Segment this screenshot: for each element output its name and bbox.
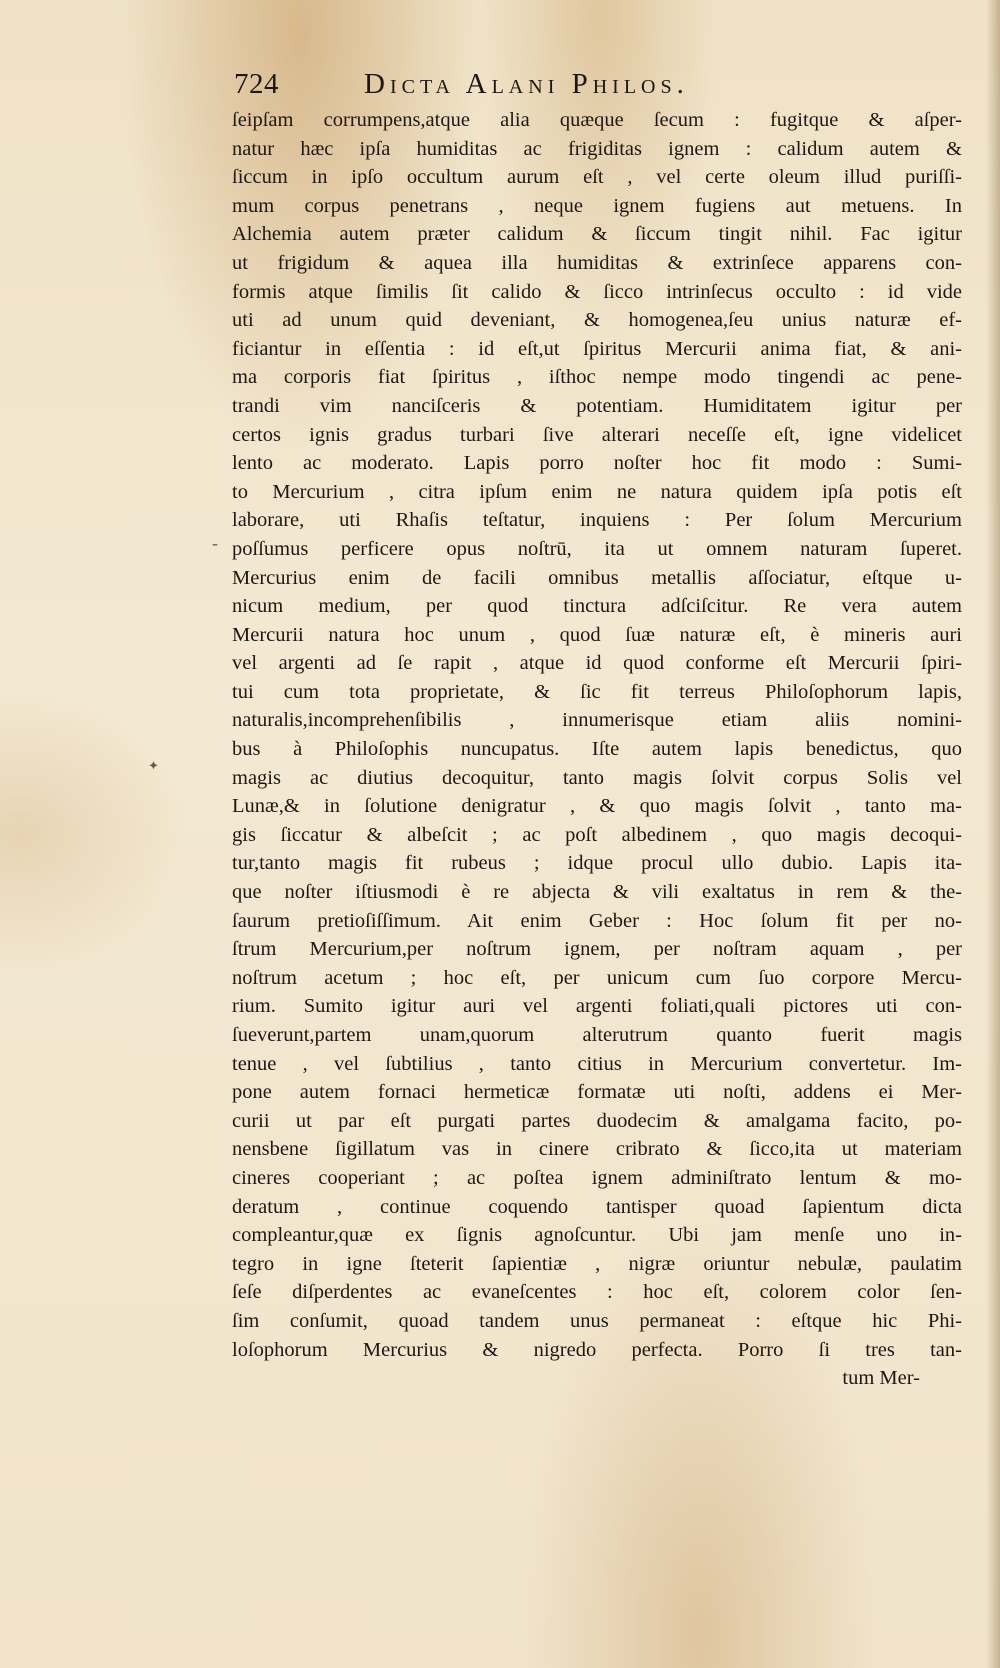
text-line: ſeipſam corrumpens,atque alia quæque ſecum : fugitque & aſper- [232,109,962,131]
text-line: Lunæ,& in ſolutione denigratur , & quo magis ſolvit , tanto ma- [232,795,962,818]
text-line: formis atque ſimilis ſit calido & ſicco intrinſecus occulto : id vide [232,280,962,303]
margin-star-mark: ✦ [148,758,159,773]
text-line: tui cum tota proprietate, & ſic fit terreus Philoſophorum lapis, [232,680,962,703]
text-line: ficiantur in eſſentia : id eſt,ut ſpiritus Mercurii anima fiat, & ani- [232,337,962,360]
text-line: tegro in igne ſteterit ſapientiæ , nigræ oriuntur nebulæ, paulatim [232,1252,962,1275]
text-line: ſiccum in ipſo occultum aurum eſt , vel certe oleum illud puriſſi- [232,166,962,189]
text-line: tur,tanto magis fit rubeus ; idque procul ullo dubio. Lapis ita- [232,852,962,875]
text-line: to Mercurium , citra ipſum enim ne natura quidem ipſa potis eſt [232,480,962,503]
text-line: mum corpus penetrans , neque ignem fugiens aut metuens. In [232,194,962,217]
text-line: ſtrum Mercurium,per noſtrum ignem, per noſtram aquam , per [232,938,962,961]
text-line: lento ac moderato. Lapis porro noſter hoc fit modo : Sumi- [232,452,962,475]
margin-dash-mark: - [212,533,218,553]
text-line: nensbene ſigillatum vas in cinere cribrato & ſicco,ita ut materiam [232,1138,962,1161]
text-line: bus à Philoſophis nuncupatus. Iſte autem lapis benedictus, quo [232,738,962,761]
running-head: Dicta Alani Philos. [364,68,689,100]
text-line: deratum , continue coquendo tantisper quoad ſapientum dicta [232,1195,962,1218]
text-line: tenue , vel ſubtilius , tanto citius in Mercurium convertetur. Im- [232,1052,962,1075]
page-edge-shadow [986,0,1000,1668]
text-line: certos ignis gradus turbari ſive alterari neceſſe eſt, igne videlicet [232,423,962,446]
text-line: uti ad unum quid deveniant, & homogenea,ſeu unius naturæ ef- [232,309,962,332]
text-line: naturalis,incomprehenſibilis , innumerisque etiam aliis nomini- [232,709,962,732]
text-line: Alchemia autem præter calidum & ſiccum tingit nihil. Fac igitur [232,223,962,246]
text-line: pone autem fornaci hermeticæ formatæ uti noſti, addens ei Mer- [232,1081,962,1104]
text-line: magis ac diutius decoquitur, tanto magis ſolvit corpus Solis vel [232,766,962,789]
text-line: ſaurum pretioſiſſimum. Ait enim Geber : Hoc ſolum fit per no- [232,909,962,932]
body-text [232,106,962,1393]
text-line: que noſter iſtiusmodi è re abjecta & vili exaltatus in rem & the- [232,881,962,904]
text-line: gis ſiccatur & albeſcit ; ac poſt albedinem , quo magis decoqui- [232,823,962,846]
text-line: Mercurius enim de facili omnibus metallis aſſociatur, eſtque u- [232,566,962,589]
text-line: rium. Sumito igitur auri vel argenti foliati,quali pictores uti con- [232,995,962,1018]
text-line: ſim conſumit, quoad tandem unus permaneat : eſtque hic Phi- [232,1309,962,1332]
text-line: laborare, uti Rhaſis teſtatur, inquiens : Per ſolum Mercurium [232,509,962,532]
text-line: nicum medium, per quod tinctura adſciſcitur. Re vera autem [232,595,962,618]
text-line: cineres cooperiant ; ac poſtea ignem adminiſtrato lentum & mo- [232,1166,962,1189]
text-line: loſophorum Mercurius & nigredo perfecta. Porro ſi tres tan- [232,1338,962,1361]
text-line: ma corporis fiat ſpiritus , iſthoc nempe modo tingendi ac pene- [232,366,962,389]
page-number: 724 [234,68,279,100]
page-header [234,66,814,106]
text-line: ut frigidum & aquea illa humiditas & extrinſece apparens con- [232,251,962,274]
text-line: Mercurii natura hoc unum , quod ſuæ naturæ eſt, è mineris auri [232,623,962,646]
text-line: curii ut par eſt purgati partes duodecim & amalgama facito, po- [232,1109,962,1132]
text-line: poſſumus perficere opus noſtrū, ita ut omnem naturam ſuperet. [232,537,962,560]
text-line: ſeſe diſperdentes ac evaneſcentes : hoc eſt, colorem color ſen- [232,1281,962,1304]
text-line: ſueverunt,partem unam,quorum alterutrum quanto fuerit magis [232,1024,962,1046]
text-line: compleantur,quæ ex ſignis agnoſcuntur. Ubi jam menſe uno in- [232,1224,962,1247]
text-line: noſtrum acetum ; hoc eſt, per unicum cum ſuo corpore Mercu- [232,966,962,989]
text-line: natur hæc ipſa humiditas ac frigiditas ignem : calidum autem & [232,137,962,160]
text-line: trandi vim nanciſceris & potentiam. Humiditatem igitur per [232,394,962,417]
catchword-line: tum Mer- [842,1367,920,1390]
text-line: vel argenti ad ſe rapit , atque id quod conforme eſt Mercurii ſpiri- [232,652,962,675]
